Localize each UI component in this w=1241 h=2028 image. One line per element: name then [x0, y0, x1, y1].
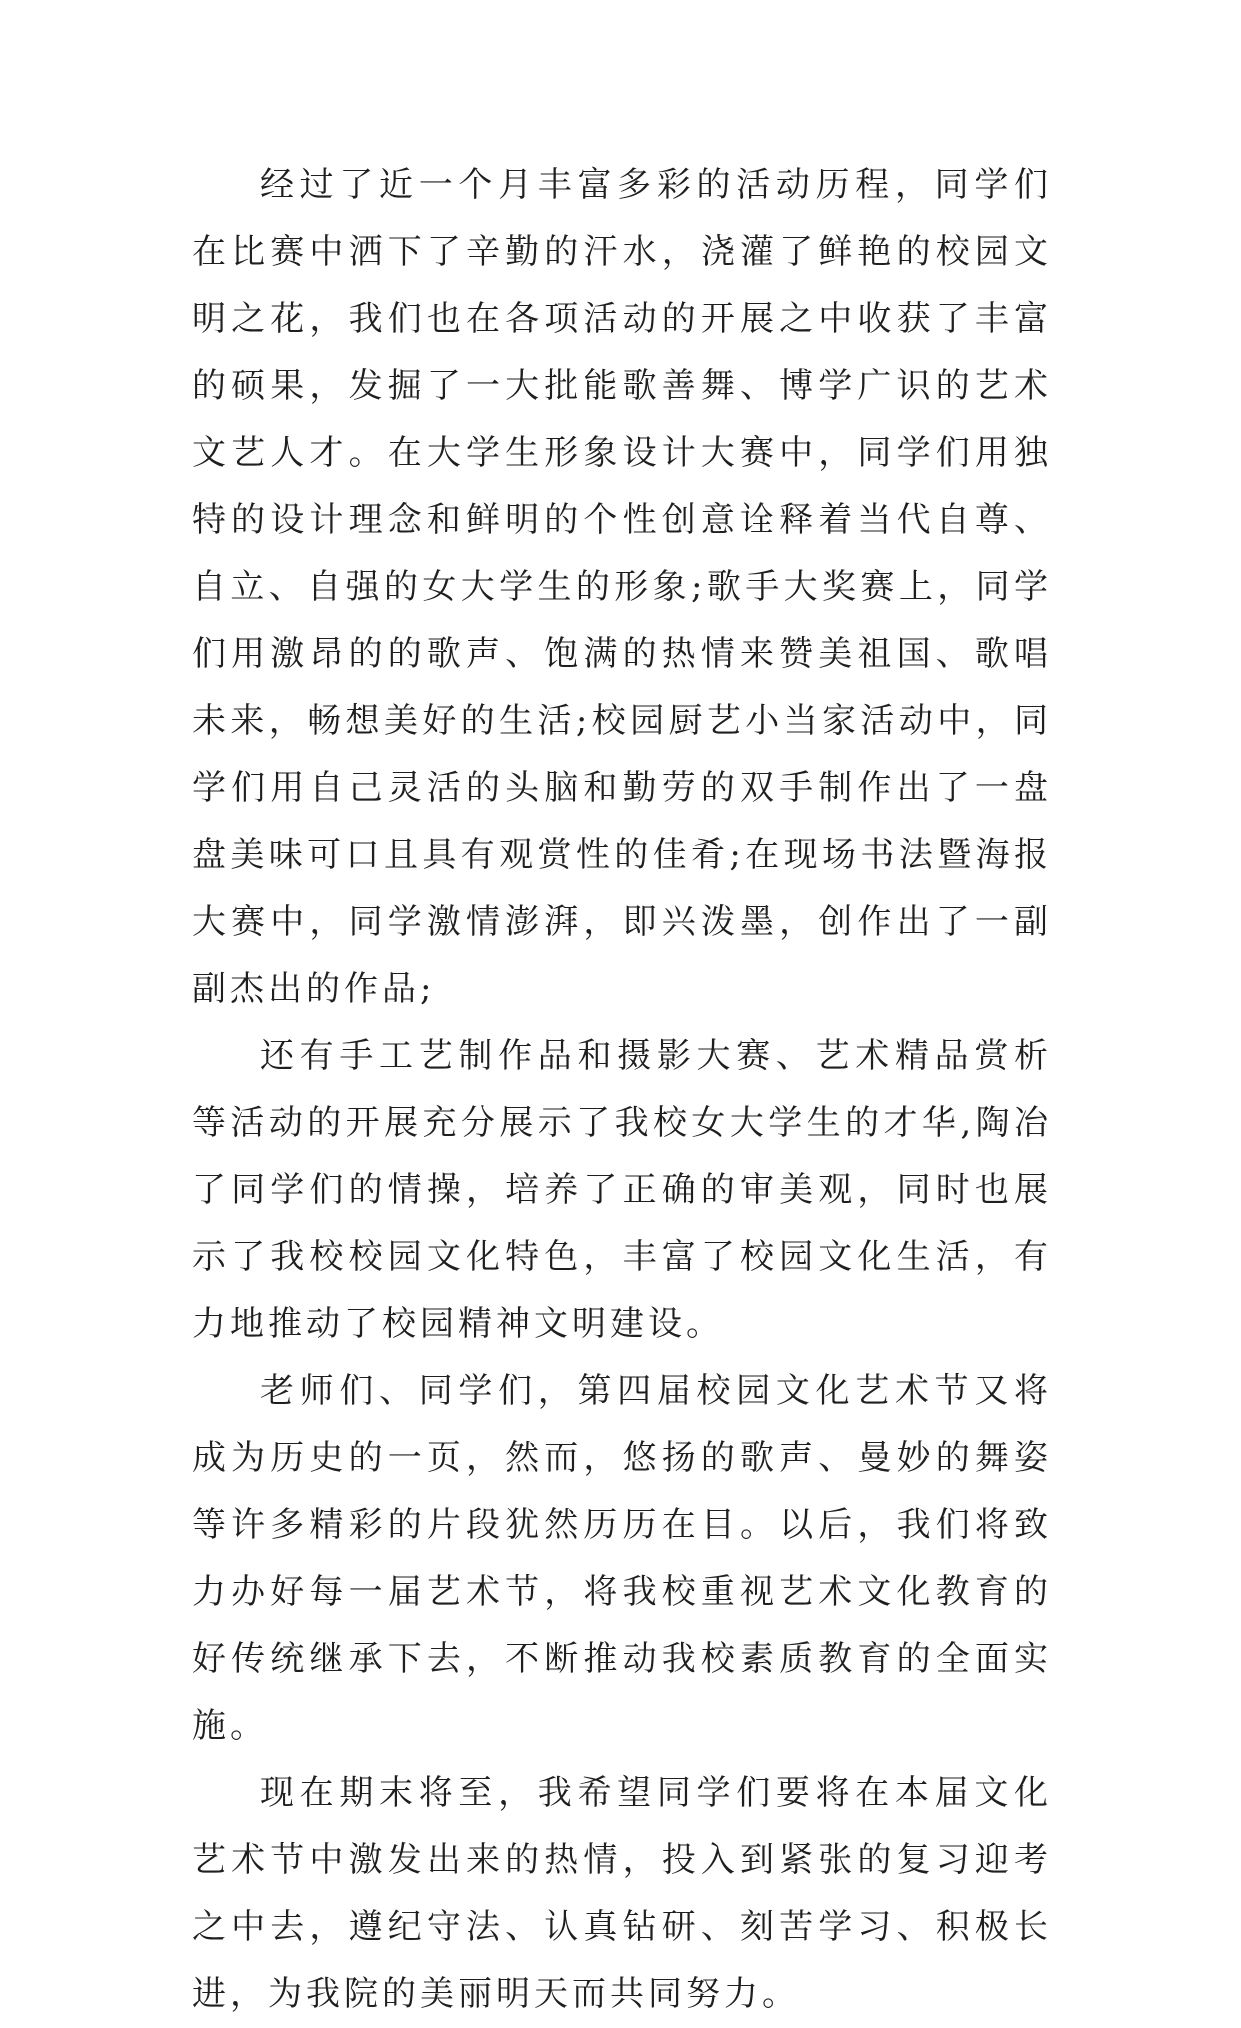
paragraph-4: 现在期末将至，我希望同学们要将在本届文化艺术节中激发出来的热情，投入到紧张的复习迎考之中去，遵纪守法、认真钻研、刻苦学习、积极长进，为我院的美丽明天而共同努力。 [192, 1773, 1052, 2014]
paragraph-3: 老师们、同学们，第四届校园文化艺术节又将成为历史的一页，然而，悠扬的歌声、曼妙的舞姿等许多精彩的片段犹然历历在目。以后，我们将致力办好每一届艺术节，将我校重视艺术文化教育的好传统继承下去，不断推动我校素质教育的全面实施。 [192, 1371, 1052, 1746]
paragraph-1: 经过了近一个月丰富多彩的活动历程，同学们在比赛中洒下了辛勤的汗水，浇灌了鲜艳的校园文明之花，我们也在各项活动的开展之中收获了丰富的硕果，发掘了一大批能歌善舞、博学广识的艺术文艺人才。在大学生形象设计大赛中，同学们用独特的设计理念和鲜明的个性创意诠释着当代自尊、自立、自强的女大学生的形象;歌手大奖赛上，同学们用激昂的的歌声、饱满的热情来赞美祖国、歌唱未来，畅想美好的生活;校园厨艺小当家活动中，同学们用自己灵活的头脑和勤劳的双手制作出了一盘盘美味可口且具有观赏性的佳肴;在现场书法暨海报大赛中，同学激情澎湃，即兴泼墨，创作出了一副副杰出的作品; [192, 165, 1052, 1009]
paragraph-2: 还有手工艺制作品和摄影大赛、艺术精品赏析等活动的开展充分展示了我校女大学生的才华,陶冶了同学们的情操，培养了正确的审美观，同时也展示了我校校园文化特色，丰富了校园文化生活，有力地推动了校园精神文明建设。 [192, 1036, 1052, 1344]
document-body [192, 152, 1052, 2028]
